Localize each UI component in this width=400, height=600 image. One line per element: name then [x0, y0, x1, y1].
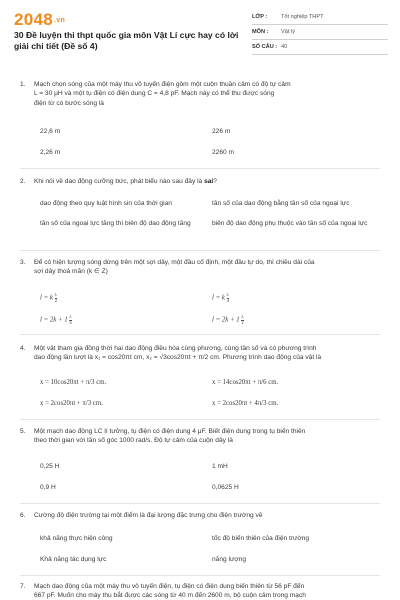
question-text: [34, 344, 380, 363]
fraction: [227, 293, 229, 303]
question-number: 4.: [20, 345, 26, 352]
fraction-denominator: 2: [241, 319, 244, 325]
option-a[interactable]: 22,6 m: [40, 128, 61, 135]
fraction-numerator: λ: [241, 314, 244, 319]
question-text-pre: Khi nói về dao động cưỡng bức, phát biểu nào sau đây là: [34, 178, 205, 185]
question-line: dao động lần lượt là x₁ = cos20πt cm, x₂ = √3cos20πt + π/2 cm. Phương trình dao động của vật là: [34, 354, 322, 362]
option-b[interactable]: tốc độ biến thiên của điện trường: [212, 535, 310, 542]
option-d[interactable]: năng lượng: [212, 556, 247, 563]
question-text: [34, 80, 380, 108]
option-d[interactable]: biên độ dao động phụ thuộc vào tần số của ngoại lực: [212, 220, 368, 227]
question-number: 2.: [20, 178, 26, 185]
document-meta: [252, 10, 388, 55]
divider: [20, 419, 380, 420]
meta-row-count: [252, 40, 388, 55]
question-5: [20, 427, 380, 446]
option-b[interactable]: tần số của dao động bằng tần số của ngoại lực: [212, 200, 350, 207]
meta-value: 40: [281, 44, 288, 50]
question-line: Một mạch dao động LC lí tưởng, tụ điện có điện dung 4 μF. Biết điện dung trong tụ biến thiên: [34, 428, 306, 435]
option-a[interactable]: 0,25 H: [40, 463, 60, 470]
option-c[interactable]: [40, 315, 72, 325]
logo-number: 2048: [14, 10, 54, 29]
option-expression: l = 2k + 1: [40, 316, 68, 324]
divider: [20, 503, 380, 504]
document-title: 30 Đề luyện thi thpt quốc gia môn Vật Lí cực hay có lời giải chi tiết (Đề số 4): [14, 30, 239, 51]
fraction: [69, 315, 71, 325]
fraction: [55, 293, 57, 303]
meta-row-class: [252, 10, 388, 25]
question-number: 1.: [20, 81, 26, 88]
question-line: theo thời gian với tần số góc 1000 rad/s. Độ tự cảm của cuộn dây là: [34, 437, 233, 445]
option-c[interactable]: Khả năng tác dụng lực: [40, 556, 107, 563]
fraction-numerator: λ: [226, 292, 229, 297]
fraction-denominator: 4: [69, 319, 72, 325]
option-b[interactable]: 1 mH: [212, 463, 228, 470]
question-text: [34, 427, 380, 446]
meta-key: LỚP :: [252, 14, 268, 20]
divider: [20, 334, 380, 335]
option-b[interactable]: [212, 293, 229, 303]
option-a[interactable]: dao động theo quy luật hình sin của thời gian: [40, 200, 172, 207]
fraction-denominator: 2: [54, 297, 57, 303]
meta-value: Vật lý: [281, 29, 295, 35]
question-line: điện từ có bước sóng là: [34, 99, 104, 107]
question-number: 3.: [20, 259, 26, 266]
question-text-post: ?: [213, 178, 217, 185]
question-line: Mạch dao động của một máy thu vô tuyến điện, tụ điện có điện dung biến thiên từ 56 pF đến: [34, 583, 305, 590]
question-text: Cường độ điện trường tại một điểm là đại lượng đặc trưng cho điện trường về: [34, 512, 263, 519]
option-b[interactable]: 226 m: [212, 128, 231, 135]
fraction-numerator: λ: [54, 292, 57, 297]
question-line: Để có hiện tượng sóng dừng trên một sợi dây, một đầu cố định, một đầu tự do, thì chiều dài của: [34, 259, 315, 266]
meta-value: Tốt nghiệp THPT: [281, 14, 324, 20]
option-expression: l = k: [212, 294, 225, 302]
question-line: Một vật tham gia đồng thời hai dao động điều hòa cùng phương, cùng tần số và có phương trình: [34, 345, 317, 352]
divider: [20, 575, 380, 576]
option-d[interactable]: [212, 315, 244, 325]
question-line: L = 30 μH và một tụ điện có điện dung C = 4,8 pF. Mạch này có thể thu được sóng: [34, 90, 275, 98]
question-7: [20, 582, 380, 600]
option-a[interactable]: khả năng thực hiện công: [40, 535, 113, 542]
question-text: [34, 177, 380, 186]
option-b[interactable]: x = 14cos20πt + π/6 cm.: [212, 379, 279, 386]
option-c[interactable]: x = 2cos20πt + π/3 cm.: [40, 400, 103, 407]
option-c[interactable]: 2,26 m: [40, 149, 61, 156]
question-number: 5.: [20, 428, 26, 435]
option-d[interactable]: x = 2cos20πt + 4π/3 cm.: [212, 400, 279, 407]
question-number: 6.: [20, 512, 26, 519]
question-text: [34, 258, 380, 277]
fraction-denominator: 4: [226, 297, 229, 303]
option-a[interactable]: [40, 293, 57, 303]
question-number: 7.: [20, 583, 26, 590]
option-d[interactable]: 2260 m: [212, 149, 234, 156]
question-6: [20, 511, 380, 520]
fraction-numerator: λ: [69, 314, 72, 319]
option-expression: l = 2k + 1: [212, 316, 240, 324]
option-expression: l = k: [40, 294, 53, 302]
fraction: [241, 315, 243, 325]
divider: [20, 250, 380, 251]
meta-row-subject: [252, 25, 388, 40]
question-line: Mạch chọn sóng của một máy thu vô tuyến điện gồm một cuộn thuần cảm có độ tự cảm: [34, 81, 291, 88]
option-c[interactable]: tần số của ngoại lực tăng thì biên độ dao động tăng: [40, 220, 191, 227]
question-highlight: sai: [204, 178, 214, 185]
question-1: [20, 80, 380, 108]
option-c[interactable]: 0,9 H: [40, 484, 56, 491]
site-logo[interactable]: [14, 10, 65, 30]
option-a[interactable]: x = 10cos20πt + π/3 cm.: [40, 379, 107, 386]
question-text: [34, 582, 380, 600]
question-2: [20, 177, 380, 186]
question-4: [20, 344, 380, 363]
option-d[interactable]: 0,0625 H: [212, 484, 239, 491]
logo-suffix: .vn: [54, 17, 66, 25]
question-line: 667 pF. Muốn cho máy thu bắt được các sóng từ 40 m đến 2600 m, bộ cuộn cảm trong mạch: [34, 592, 306, 600]
question-3: [20, 258, 380, 277]
question-line: sợi dây thoả mãn (k ∈ Z): [34, 268, 108, 276]
meta-key: SỐ CÂU :: [252, 44, 278, 50]
divider: [20, 168, 380, 169]
meta-key: MÔN :: [252, 29, 269, 35]
